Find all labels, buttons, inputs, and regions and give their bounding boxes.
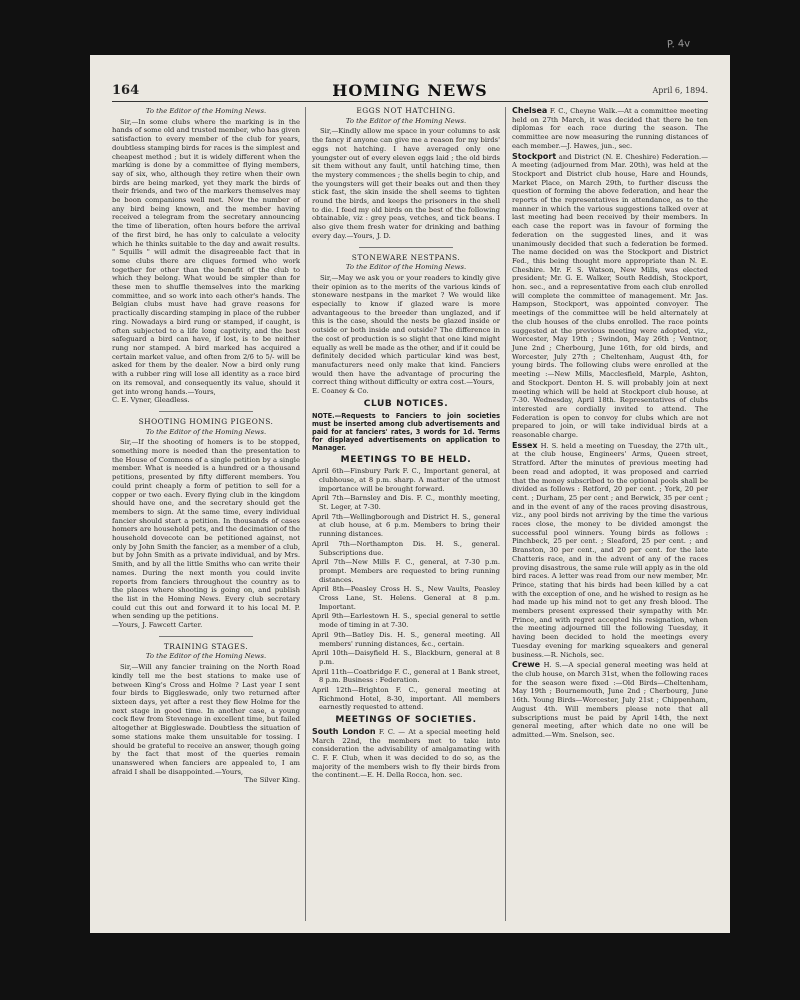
meeting-item: April 8th—Peasley Cross H. S., New Vaults, Peasley Cross Lane, St. Helens. General at 8 p.m. Important. xyxy=(312,585,500,611)
society-report-body: and District (N. E. Cheshire) Federation.—A meeting (adjourned from Mar. 20th), was held at the Stockport and District club house, Hare and Hounds, Market Place, on March 29th, to further discuss the question of forming the above federation, and hear the reports of the representatives in attendance, as to the manner in which the various suggestions talked over at last meeting had been received by their members. In each case the report was in favour of forming the federation on the suggested lines, and it was unanimously decided that such a federation be formed. The name decided on was the Stockport and District Fed., this being thought more appropriate than N. E. Cheshire. Mr. F. S. Watson, New Mills, was elected president; Mr. G. E. Walker, South Reddish, Stockport, hon. sec., and a representative from each club enrolled will complete the committee of management. Mr. Jas. Hampson, Stockport, was appointed convoyer. The meetings of the committee will be held alternately at the club houses of the clubs enrolled. The race points suggested at the previous meeting were adopted, viz., Worcester, May 19th ; Swindon, May 26th ; Ventnor, June 2nd ; Cherbourg, June 16th, for old birds, and Worcester, July 27th ; Cheltenham, August 4th, for young birds. The following clubs were enrolled at the meeting :—New Mills, Macclesfield, Marple, Ashton, and Stockport. Denton H. S. will probably join at next meeting which will be held at Stockport club house, at 7-30. Wednesday, April 18th. Representatives of clubs interested are cordially invited to attend. The Federation is open to convoy for clubs which are not prepared to join, or will take individual birds at a reasonable charge. xyxy=(512,152,708,440)
letter-title: TRAINING STAGES. xyxy=(163,641,249,651)
letter-body: Sir,—May we ask you or your readers to kindly give their opinion as to the merits of the various kinds of stoneware nestpans in the market ? We would like especially to know if glazed ware is more advantageous to the breeder than unglazed, and if this is the case, should the nests be glazed inside or outside or both inside and outside? The difference in the cost of production is so slight that one kind might equally as well be made as the other, and if it could be definitely decided which particular kind was best, manufacturers need only make that kind. Fanciers would then have the advantage of procuring the correct thing without difficulty or extra cost.—Yours, xyxy=(312,273,500,387)
section-rule xyxy=(159,636,253,637)
meeting-item: April 7th—Northampton Dis. H. S., general. Subscriptions due. xyxy=(312,539,500,557)
meeting-item: April 10th—Daisyfield H. S., Blackburn, general at 8 p.m. xyxy=(312,649,500,666)
meeting-item: April 9th—Batley Dis. H. S., general meeting. All members' running distances, &c., certain. xyxy=(312,630,500,648)
letter-title: EGGS NOT HATCHING. xyxy=(356,106,456,115)
letter-body: Sir,—If the shooting of homers is to be stopped, something more is needed than the presentation to the House of Commons of a single petition by a single member. What is needed is a hundred or a thousand petitions, presented by fifty different members. You could print cheaply a form of petition to sell for a copper or two each. Every flying club in the kingdom should have one, and the secretary should get the members to sign. At the same time, every individual fancier should start a petition. In thousands of cases homers are household pets, and the decimation of the household dovecote can be petitioned against, not only by John Smith the fancier, as a member of a club, but by John Smith as a private individual, and by Mrs. Smith, and by all the little Smiths who can write their names. During the next month you could invite reports from fanciers throughout the country as to the places where shooting is going on, and publish the list in the Homing News. Every club secretary could cut this out and forward it to his local M. P. when sending up the petitions. xyxy=(112,438,300,621)
column-right xyxy=(512,107,708,925)
to-editor-line: To the Editor of the Homing News. xyxy=(145,427,267,436)
letter-body: Sir,—In some clubs where the marking is in the hands of some old and trusted member, who has given satisfaction to every member of the club for years, doubtless stamping birds for races is the simplest and cheapest method ; but it is widely different when the marking is done by a committee of flying members, say of six, who, although they retire when their own birds are being marked, yet they mark the birds of their friends, and two of the markers themselves may be boon companions well met. Now the number of any bird being known, and the member having received a telegram from the secretary announcing the time of liberation, often hours before the arrival of the first bird, he has only to calculate a velocity which he thinks suitable to the day and await results. " Squills " will admit the disagreeable fact that in some clubs there are cliques formed who work together for other than the benefit of the club to which they belong. What would be simpler than for these men to shuffle themselves into the marking committee, and so work into each other's hands. The Belgian clubs must have had grave reasons for practically discarding stamping in place of the rubber ring. Nowadays a bird rung or stamped, if caught, is often subjected to a life long captivity, and the best safeguard a bird can have, if lost, is to be neither rung nor stamped. A bird marked has acquired a certain market value, and often from 2/6 to 5/- will be asked for them by the dealer. Now a bird only rung with a rubber ring will lose all identity as a race bird on its removal, and consequently its value, should it get into wrong hands.—Yours, xyxy=(112,117,301,396)
society-report xyxy=(512,442,708,660)
section-rule xyxy=(159,411,253,412)
society-name: Crewe xyxy=(512,660,541,670)
society-report-body: H. S.—A special general meeting was held at the club house, on March 31st, when the following races for the season were fixed :—Old Birds—Cheltenham, May 19th ; Bournemouth, June 2nd ; Cherbourg, June 16th. Young Birds—Worcester, July 21st ; Chippenham, August 4th. Will members please note that all subscriptions must be paid by April 14th, the next general meeting, after which date no one will be admitted.—Wm. Snelson, sec. xyxy=(512,661,708,739)
column-middle xyxy=(312,107,500,925)
letter-signature: —Yours, J. Fawcett Carter. xyxy=(112,621,203,630)
society-name: Essex xyxy=(512,440,538,450)
society-report xyxy=(512,661,708,739)
to-editor-line: To the Editor of the Homing News. xyxy=(345,116,467,125)
section-rule xyxy=(359,247,453,248)
meetings-heading: MEETINGS TO BE HELD. xyxy=(340,454,472,465)
society-name: South London xyxy=(312,726,376,736)
letter-body: Sir,—Kindly allow me space in your columns to ask the fancy if anyone can give me a reason for my birds' eggs not hatching. I have averaged only one youngster out of every eleven eggs laid ; the old birds sit them without any fault, until hatching time, then the mystery commences ; the shells begin to chip, and the youngsters will get their beaks out and then they stick fast, the skin inside the shell seems to tighten round the birds, and keeps the prisoners in the shell to die. I feed my old birds on the best of the following obtainable, viz : grey peas, vetches, and tick beans. I also give them fresh water for drinking and bathing every day.—Yours, J. D. xyxy=(312,127,500,240)
club-notice: NOTE.—Requests to Fanciers to join societies must be inserted among club advertisements and paid for at fanciers' rates, 3 words for 1d. Terms for displayed advertisements on application to Manager. xyxy=(312,411,500,452)
column-divider xyxy=(305,107,306,921)
letter-title: STONEWARE NESTPANS. xyxy=(351,252,461,262)
society-name: Chelsea xyxy=(512,106,548,115)
to-editor-line: To the Editor of the Homing News. xyxy=(345,263,467,272)
to-editor-line: To the Editor of the Homing News. xyxy=(145,652,267,661)
meeting-item: April 9th—Earlestown H. S., special general to settle mode of timing in at 7-30. xyxy=(312,612,500,630)
meeting-item: April 6th—Finsbury Park F. C., Important general, at clubhouse, at 8 p.m. sharp. A matter of the utmost importance will be brought forward. xyxy=(312,467,500,493)
column-divider xyxy=(505,107,506,921)
meeting-item: April 7th—Barnsley and Dis. F. C., monthly meeting, St. Leger, at 7-30. xyxy=(312,494,500,512)
letter-body: Sir,—Will any fancier training on the North Road kindly tell me the best stations to make use of between King's Cross and Holme ? Last year I sent four birds to Biggleswade, only two returned after sixteen days, yet after a rest they flew Holme for the next stage in good time. In another case, a young cock flew from Stevenage in excellent time, but failed altogether at Biggleswade. Doubtless the situation of some stations make them unsuitable for tossing. I should be grateful to receive an answer, though going by the fact that most of the queries remain unanswered when fanciers are appealed to, I am afraid I shall be disappointed.—Yours, xyxy=(112,663,300,776)
society-report-body: F. C. — At a special meeting held March 22nd, the members met to take into consideration the advisability of amalgamating with C. F. F. Club, when it was decided to do so, as the majority of the members wish to fly their birds from the continent.—E. H. Della Rocca, hon. sec. xyxy=(312,727,501,780)
meeting-item: April 7th—New Mills F. C., general, at 7-30 p.m. prompt. Members are requested to bring running distances. xyxy=(312,558,500,584)
letter-signature: The Silver King. xyxy=(244,776,300,785)
club-notices-heading: CLUB NOTICES. xyxy=(363,398,449,409)
letter-title: SHOOTING HOMING PIGEONS. xyxy=(138,416,274,426)
issue-date: April 6, 1894. xyxy=(652,86,708,95)
society-report xyxy=(512,107,708,151)
pencil-annotation: P. 4v xyxy=(666,38,691,51)
society-report xyxy=(512,153,708,440)
society-report-body: H. S. held a meeting on Tuesday, the 27th ult., at the club house, Engineers' Arms, Queen street, Stratford. After the minutes of previous meeting had been read and adopted, it was proposed and carried that the money subscribed to the optional pools shall be divided as follows : Retford, 20 per cent. ; York, 20 per cent. ; Durham, 25 per cent ; and Berwick, 35 per cent ; and in the event of any of the races proving disastrous, viz., any pool birds not arriving by the time the various races close, the money to be divided amongst the successful pool winners. Young birds as follows : Pinchbeck, 25 per cent. ; Sleaford, 25 per cent. ; and Branston, 30 per cent., and 20 per cent. for the late Chatteris race, and in the advent of any of the races proving disastrous, the same rule will apply as in the old bird races. A letter was read from our new member, Mr. Prince, stating that his birds had been killed by a cat with the exception of one, and he wished to resign as he had made up his mind not to get any fresh blood. The members present expressed their sympathy with Mr. Prince, and with regret accepted his resignation, when the meeting adjourned till the following Tuesday, it having been decided to hold the meetings every Tuesday evening for marking squeakers and general business.—R. Nichols, sec. xyxy=(512,441,708,659)
society-report xyxy=(312,728,500,780)
to-editor-line: To the Editor of the Homing News. xyxy=(145,107,267,115)
society-report-body: F. C., Cheyne Walk.—At a committee meeting held on 27th March, it was decided that there be ten diplomas for each race during the season. The committee are now measuring the running distances of each member.—J. Hawes, jun., sec. xyxy=(512,107,708,150)
letter-signature: E. Coaney & Co. xyxy=(312,387,369,396)
page-header xyxy=(112,83,708,99)
column-left xyxy=(112,107,300,925)
meeting-item: April 11th—Coatbridge F. C., general at 1 Bank street, 8 p.m. Business : Federation. xyxy=(312,667,500,685)
newspaper-page xyxy=(90,38,730,933)
societies-heading: MEETINGS OF SOCIETIES. xyxy=(335,715,477,726)
page-number: 164 xyxy=(112,83,140,98)
meeting-item: April 12th—Brighton F. C., general meeting at Richmond Hotel, 8-30, important. All members earnestly requested to attend. xyxy=(312,686,500,712)
header-rule xyxy=(112,101,708,102)
society-name: Stockport xyxy=(512,151,557,161)
letter-signature: C. E. Vyner, Gleadless. xyxy=(112,396,190,405)
masthead-title: HOMING NEWS xyxy=(332,81,488,100)
meeting-item: April 7th—Wellingborough and District H. S., general at club house, at 6 p.m. Members to bring their running distances. xyxy=(312,512,500,539)
